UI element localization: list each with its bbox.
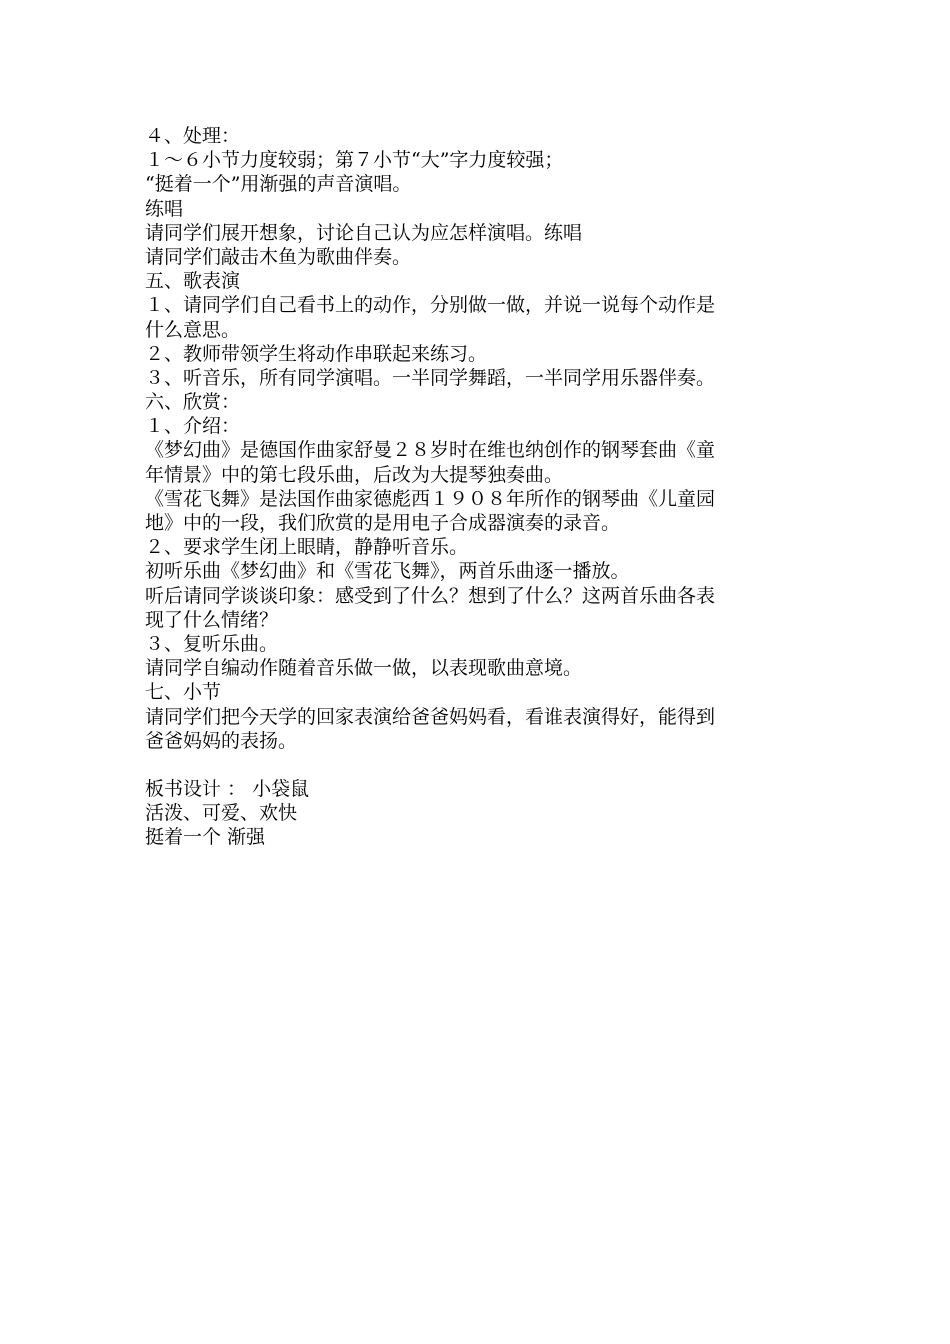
text-line: 什么意思。 <box>145 318 241 341</box>
blank-line <box>145 753 815 777</box>
text-line: 初听乐曲《梦幻曲》和《雪花飞舞》，两首乐曲逐一播放。 <box>145 560 630 583</box>
text-line: 《梦幻曲》是德国作曲家舒曼２８岁时在维也纳创作的钢琴套曲《童 <box>145 439 716 462</box>
board-design-line: 活泼、可爱、欢快 <box>145 802 298 825</box>
section-heading: 五、歌表演 <box>145 270 241 293</box>
text-line: 现了什么情绪？ <box>145 608 279 631</box>
text-line: ２、要求学生闭上眼睛，静静听音乐。 <box>145 536 469 559</box>
text-line: ４、处理： <box>145 125 241 147</box>
text-line: 爸爸妈妈的表扬。 <box>145 729 298 752</box>
text-line: ２、教师带领学生将动作串联起来练习。 <box>145 342 488 365</box>
section-heading: 七、小节 <box>145 681 222 704</box>
text-line: 请同学们展开想象，讨论自己认为应怎样演唱。练唱 <box>145 221 583 244</box>
text-line: １～６小节力度较弱；第７小节“大”字力度较强； <box>145 149 564 172</box>
section-heading: 六、欣赏： <box>145 391 241 414</box>
text-line: 请同学们把今天学的回家表演给爸爸妈妈看，看谁表演得好，能得到 <box>145 705 716 728</box>
board-design-line: 挺着一个 渐强 <box>145 826 266 849</box>
board-design-heading: 板书设计 ： 小袋鼠 <box>145 778 310 801</box>
text-line: 请同学们敲击木鱼为歌曲伴奏。 <box>145 245 412 268</box>
text-line: 请同学自编动作随着音乐做一做，以表现歌曲意境。 <box>145 657 583 680</box>
text-line: １、介绍： <box>145 415 241 438</box>
text-line: １、请同学们自己看书上的动作，分别做一做，并说一说每个动作是 <box>145 294 716 317</box>
text-line: “挺着一个”用渐强的声音演唱。 <box>145 173 412 196</box>
text-line: 年情景》中的第七段乐曲，后改为大提琴独奏曲。 <box>145 463 564 486</box>
text-line: 听后请同学谈谈印象：感受到了什么？想到了什么？这两首乐曲各表 <box>145 584 716 607</box>
document-page <box>145 124 815 850</box>
text-line: ３、复听乐曲。 <box>145 632 279 655</box>
text-line: ３、听音乐，所有同学演唱。一半同学舞蹈，一半同学用乐器伴奏。 <box>145 366 716 389</box>
text-line: 地》中的一段，我们欣赏的是用电子合成器演奏的录音。 <box>145 512 621 534</box>
section-heading: 练唱 <box>145 197 184 220</box>
text-line: 《雪花飞舞》是法国作曲家德彪西１９０８年所作的钢琴曲《儿童园 <box>145 487 716 510</box>
